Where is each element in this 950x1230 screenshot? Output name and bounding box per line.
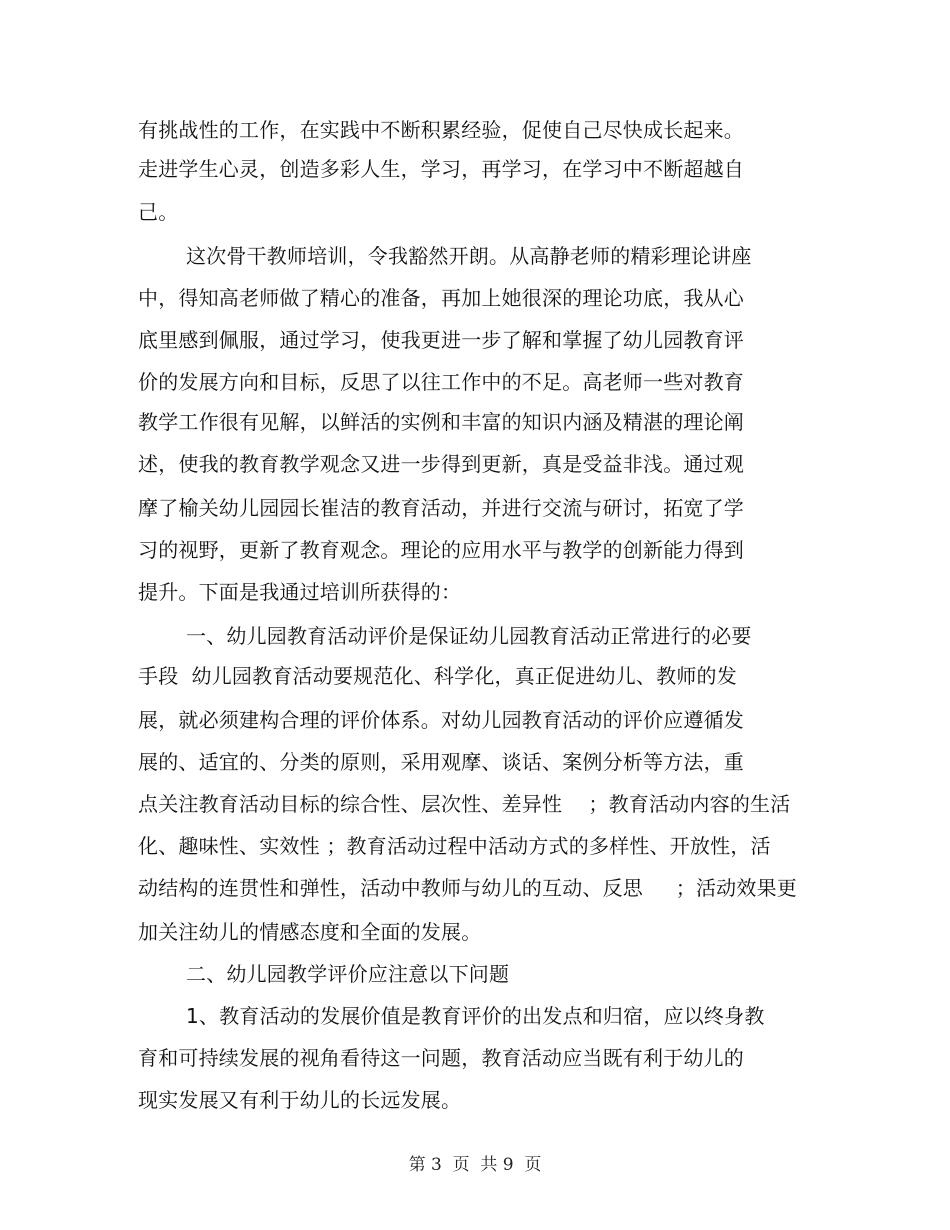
paragraph-line: 点关注教育活动目标的综合性、层次性、差异性 ；教育活动内容的生活 (138, 792, 791, 816)
section-heading-2: 二、幼儿园教学评价应注意以下问题 (186, 962, 510, 986)
paragraph-line: 走进学生心灵，创造多彩人生，学习，再学习，在学习中不断超越自 (138, 157, 744, 181)
paragraph-line: 这次骨干教师培训，令我豁然开朗。从高静老师的精彩理论讲座 (186, 244, 752, 268)
paragraph-line: 育和可持续发展的视角看待这一问题，教育活动应当既有利于幼儿的 (138, 1046, 744, 1070)
paragraph-line: 述，使我的教育教学观念又进一步得到更新，真是受益非浅。通过观 (138, 452, 744, 476)
paragraph-line: 加关注幼儿的情感态度和全面的发展。 (138, 920, 482, 944)
paragraph-line: 习的视野，更新了教育观念。理论的应用水平与教学的创新能力得到 (138, 538, 744, 562)
paragraph-line: 化、趣味性、实效性 ；教育活动过程中活动方式的多样性、开放性，活 (138, 834, 771, 858)
section-heading-1: 一、幼儿园教育活动评价是保证幼儿园教育活动正常进行的必要 (186, 624, 752, 648)
paragraph-line: 现实发展又有利于幼儿的长远发展。 (138, 1088, 462, 1112)
paragraph-line: 提升。下面是我通过培训所获得的： (138, 580, 462, 604)
paragraph-line: 有挑战性的工作，在实践中不断积累经验，促使自己尽快成长起来。 (138, 118, 744, 142)
paragraph-line: 中，得知高老师做了精心的准备，再加上她很深的理论功底，我从心 (138, 286, 744, 310)
paragraph-line: 展的、适宜的、分类的原则，采用观摩、谈话、案例分析等方法，重 (138, 750, 744, 774)
paragraph-line: 价的发展方向和目标，反思了以往工作中的不足。高老师一些对教育 (138, 370, 744, 394)
paragraph-line: 动结构的连贯性和弹性，活动中教师与幼儿的互动、反思 ；活动效果更 (138, 876, 797, 900)
paragraph-line: 己。 (138, 200, 179, 224)
paragraph-line: 手段 幼儿园教育活动要规范化、科学化，真正促进幼儿、教师的发 (138, 664, 737, 688)
paragraph-line: 展，就必须建构合理的评价体系。对幼儿园教育活动的评价应遵循发 (138, 708, 744, 732)
paragraph-line: 底里感到佩服，通过学习，使我更进一步了解和掌握了幼儿园教育评 (138, 328, 744, 352)
page-number-footer: 第 3 页 共 9 页 (408, 1155, 542, 1175)
paragraph-line: 摩了榆关幼儿园园长崔洁的教育活动，并进行交流与研讨，拓宽了学 (138, 496, 744, 520)
paragraph-line: 1、教育活动的发展价值是教育评价的出发点和归宿，应以终身教 (186, 1004, 765, 1028)
paragraph-line: 教学工作很有见解，以鲜活的实例和丰富的知识内涵及精湛的理论阐 (138, 410, 744, 434)
